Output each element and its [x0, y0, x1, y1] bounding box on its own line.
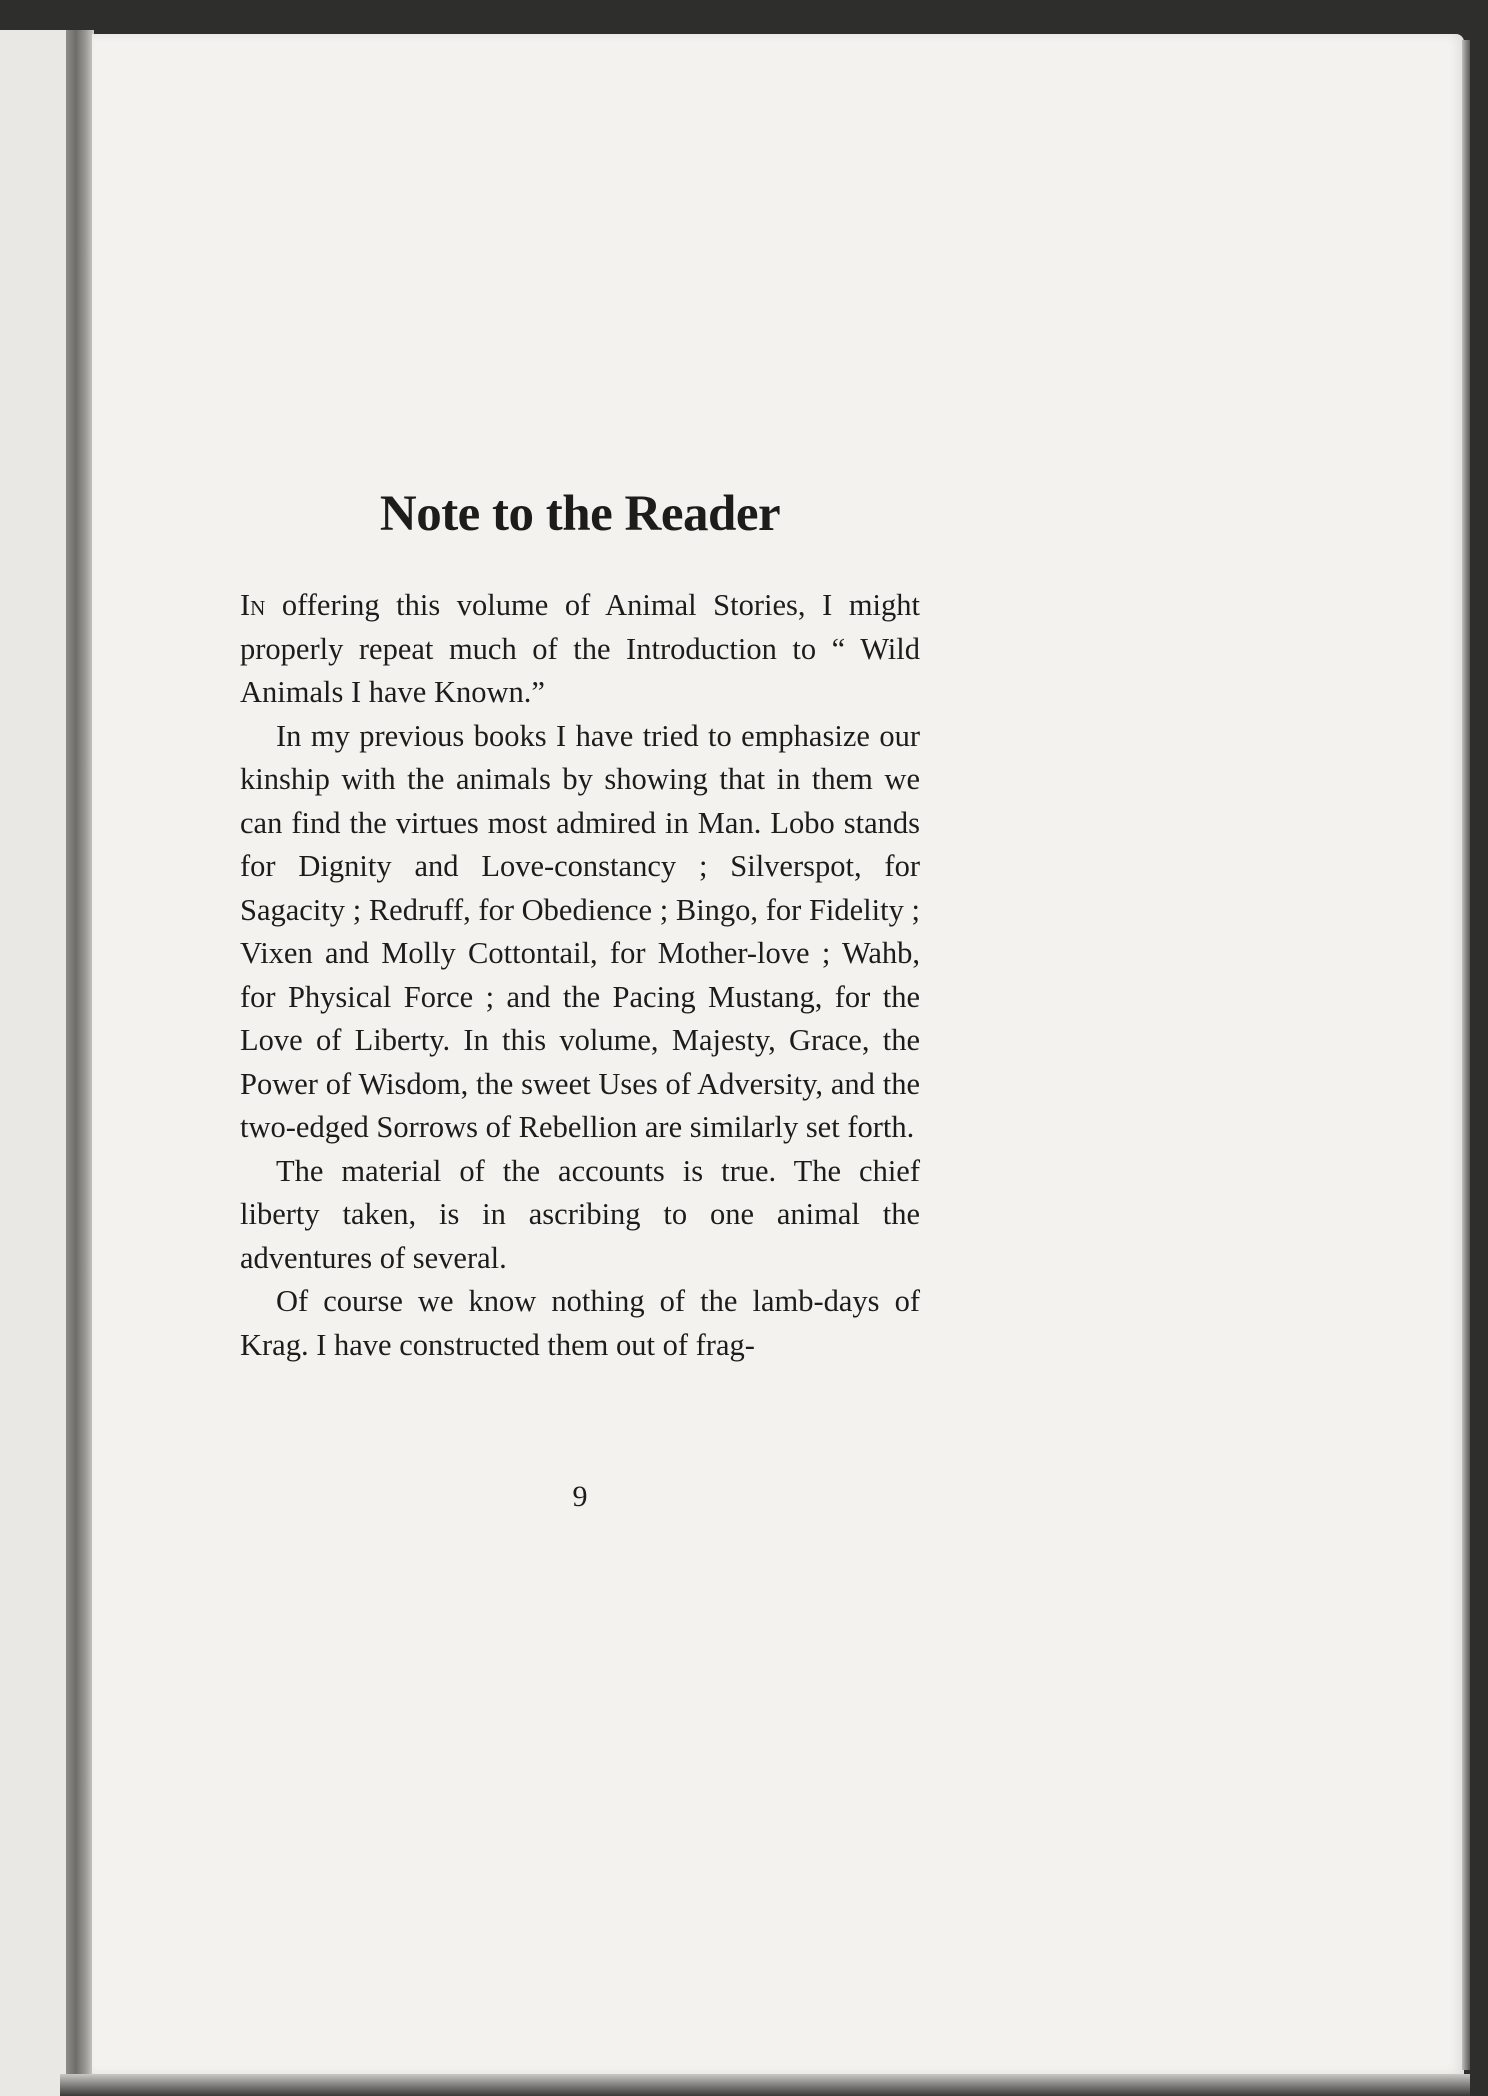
- paragraph-text: The material of the accounts is true. The chief liberty taken, is in ascribing to one animal the adventures of several.: [240, 1153, 920, 1275]
- paragraph-text: offering this volume of Animal Stories, I might properly repeat much of the Introduction to “ Wild Animals I have Known.”: [240, 588, 920, 710]
- page-number: 9: [572, 1480, 588, 1513]
- page-bottom-edge: [60, 2074, 1470, 2096]
- paragraph-3: [240, 1150, 920, 1281]
- paragraph-1: [240, 584, 920, 715]
- paragraph-text: In my previous books I have tried to emphasize our kinship with the animals by showing that in them we can find the virtues most admired in Man. Lobo stands for Dignity and Love-constancy ; Silverspot, for Sagacity ; Redruff, for Obedience ; Bingo, for Fidelity ; Vixen and Molly Cottontail, for Mother-love ; Wahb, for Physical Force ; and the Pacing Mustang, for the Love of Liberty. In this volume, Majesty, Grace, the Power of Wisdom, the sweet Uses of Adversity, and the two-edged Sorrows of Rebellion are similarly set forth.: [240, 718, 920, 1145]
- paragraph-4: [240, 1280, 920, 1367]
- paragraph-text: Of course we know nothing of the lamb-days of Krag. I have constructed them out of frag-: [240, 1284, 920, 1362]
- book-gutter: [66, 30, 94, 2096]
- page-title: Note to the Reader: [379, 486, 781, 542]
- text-block: [240, 486, 920, 1367]
- paragraph-2: [240, 715, 920, 1150]
- paragraph-lead-smallcaps: In: [240, 588, 266, 623]
- page-right-edge: [1462, 40, 1470, 2070]
